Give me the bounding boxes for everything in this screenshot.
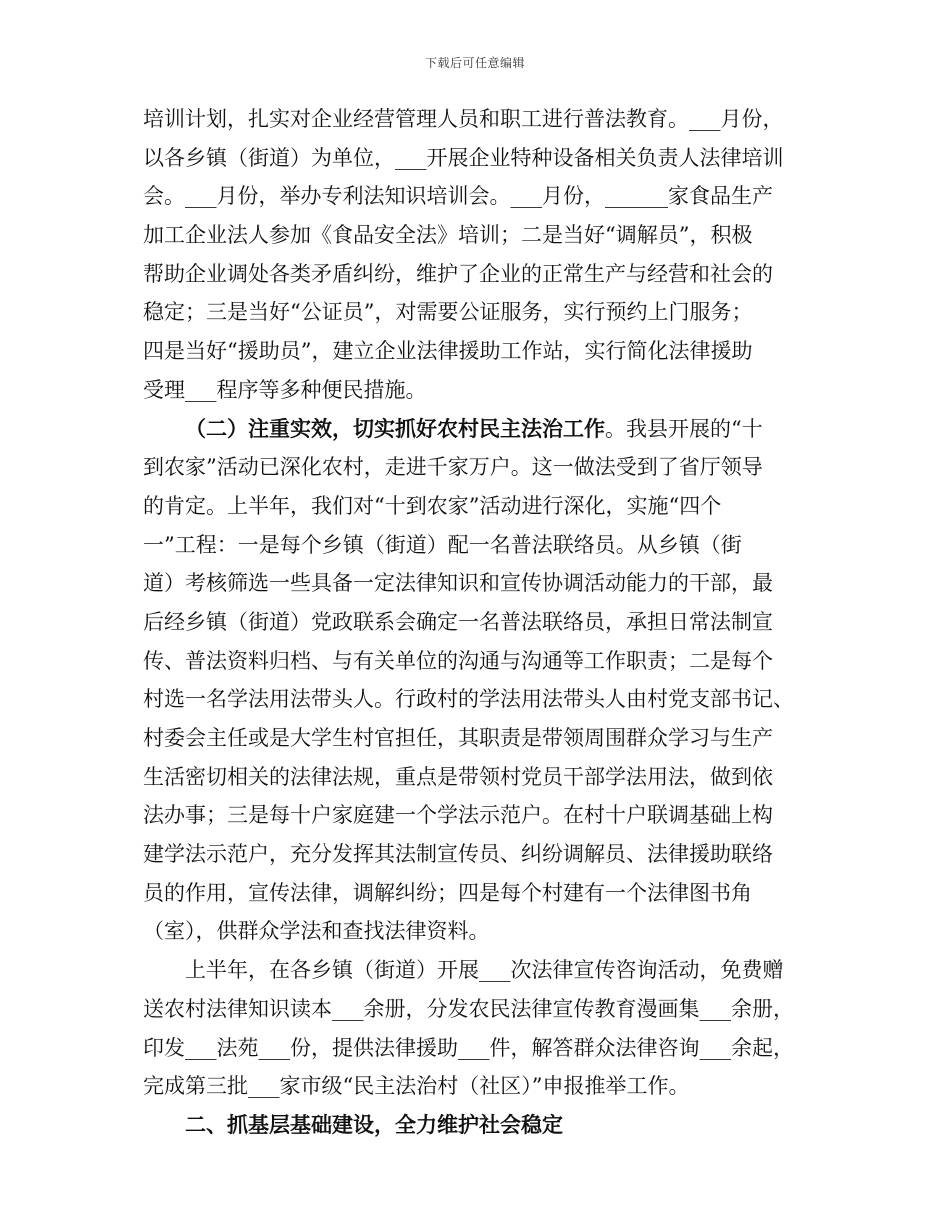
document-body <box>143 100 823 1145</box>
text-line: 受理___程序等多种便民措施。 <box>143 377 427 402</box>
page-header: 下载后可任意编辑 <box>424 56 525 70</box>
text-line: 帮助企业调处各类矛盾纠纷，维护了企业的正常生产与经营和社会的 <box>143 261 773 286</box>
text-line: （室），供群众学法和查找法律资料。 <box>143 919 490 944</box>
text-line: 传、普法资料归档、与有关单位的沟通与沟通等工作职责；二是每个 <box>143 648 773 673</box>
text-line: 送农村法律知识读本___余册，分发农民法律宣传教育漫画集___余册， <box>143 996 794 1021</box>
text-line: 完成第三批___家市级“民主法治村（社区）”申报推举工作。 <box>143 1074 690 1099</box>
text-line: 一”工程：一是每个乡镇（街道）配一名普法联络员。从乡镇（街 <box>143 532 742 557</box>
text-line <box>143 410 823 449</box>
text-line: 道）考核筛选一些具备一定法律知识和宣传协调活动能力的干部，最 <box>143 571 773 596</box>
text-line: 加工企业法人参加《食品安全法》培训；二是当好“调解员”，积极 <box>143 223 753 248</box>
text-line: 法办事；三是每十户家庭建一个学法示范户。在村十户联调基础上构 <box>143 803 773 828</box>
subsection-heading: （二）注重实效，切实抓好农村民主法治工作 <box>185 415 605 441</box>
text-line: 印发___法苑___份，提供法律援助___件，解答群众法律咨询___余起， <box>143 1035 794 1060</box>
paragraph-3 <box>143 951 823 1106</box>
paragraph-2 <box>143 410 823 952</box>
text-line: 村选一名学法用法带头人。行政村的学法用法带头人由村党支部书记、 <box>143 687 794 712</box>
paragraph-1 <box>143 100 823 410</box>
text-line: 上半年，在各乡镇（街道）开展___次法律宣传咨询活动，免费赠 <box>185 958 784 983</box>
text-line: 建学法示范户，充分发挥其法制宣传员、纠纷调解员、法律援助联络 <box>143 842 773 867</box>
text-line: 的肯定。上半年，我们对“十到农家”活动进行深化，实施“四个 <box>143 493 722 518</box>
text-line: 稳定；三是当好“公证员”，对需要公证服务，实行预约上门服务； <box>143 300 753 325</box>
heading-continuation: 。我县开展的“十 <box>605 416 763 441</box>
text-line: 以各乡镇（街道）为单位，___开展企业特种设备相关负责人法律培训 <box>143 145 784 170</box>
text-line: 员的作用，宣传法律，调解纠纷；四是每个村建有一个法律图书角 <box>143 880 752 905</box>
text-line: 四是当好“援助员”，建立企业法律援助工作站，实行简化法律援助 <box>143 339 753 364</box>
text-line: 培训计划，扎实对企业经营管理人员和职工进行普法教育。___月份， <box>143 107 784 131</box>
text-line: 村委会主任或是大学生村官担任，其职责是带领周围群众学习与生产 <box>143 726 773 750</box>
text-line: 生活密切相关的法律法规，重点是带领村党员干部学法用法，做到依 <box>143 764 773 789</box>
text-line: 到农家”活动已深化农村，走进千家万户。这一做法受到了省厅领导 <box>143 455 763 480</box>
text-line: 后经乡镇（街道）党政联系会确定一名普法联络员，承担日常法制宣 <box>143 609 773 634</box>
text-line: 会。___月份，举办专利法知识培训会。___月份，______家食品生产 <box>143 184 773 209</box>
section-heading: 二、抓基层基础建设，全力维护社会稳定 <box>185 1111 563 1137</box>
